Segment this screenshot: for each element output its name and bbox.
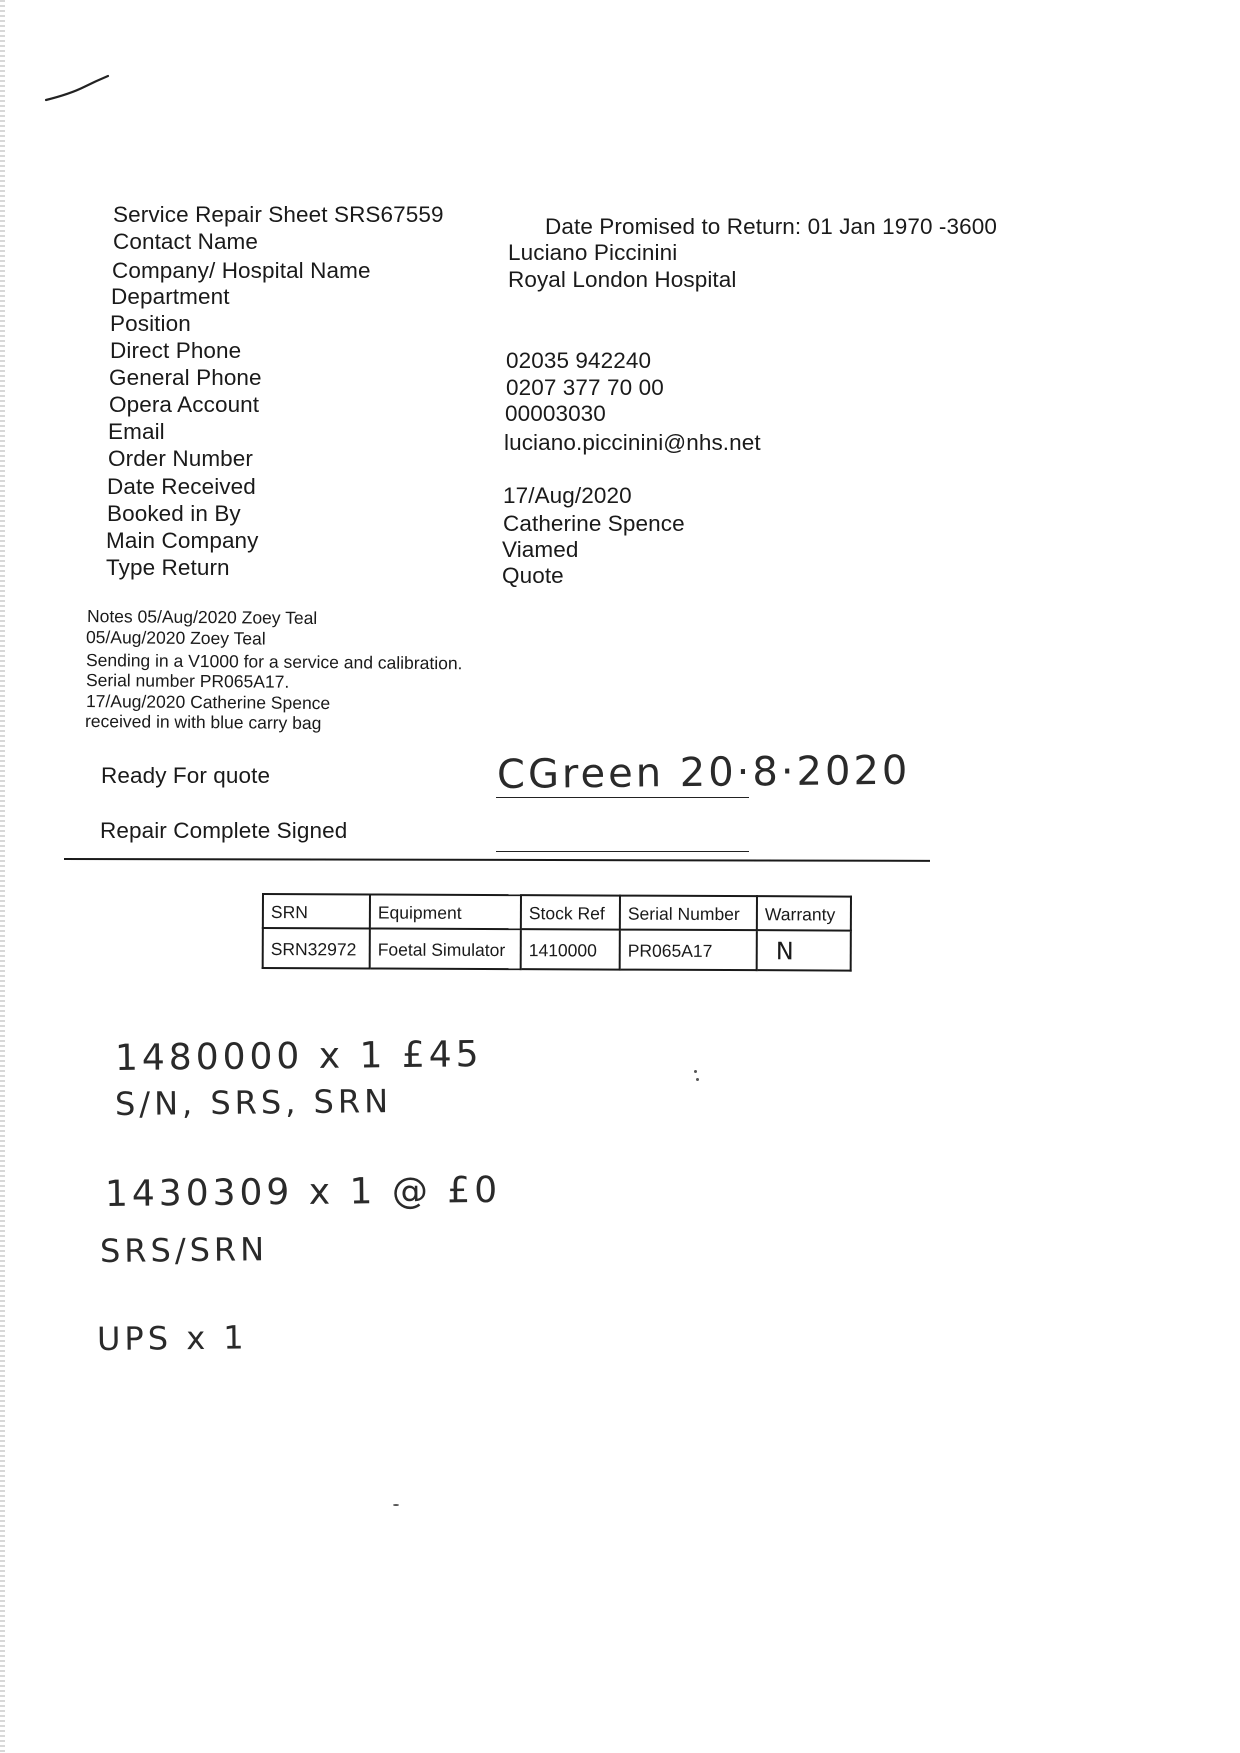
equipment-table [262, 893, 852, 972]
column-header-stock-ref: Stock Ref [521, 895, 620, 929]
ink-speck [696, 1078, 699, 1081]
value-general-phone: 0207 377 70 00 [506, 375, 664, 400]
repair-signature-line [496, 851, 749, 852]
value-main-company: Viamed [502, 537, 579, 562]
value-company: Royal London Hospital [508, 267, 737, 292]
date-promised: Date Promised to Return: 01 Jan 1970 -3600 [545, 214, 997, 239]
label-booked-in-by: Booked in By [107, 501, 241, 526]
ready-signature-line [496, 797, 749, 798]
table-header-row [263, 894, 851, 931]
ink-speck [694, 1070, 697, 1073]
check-mark-icon [40, 72, 120, 112]
ink-speck [393, 1504, 399, 1506]
label-email: Email [108, 419, 165, 444]
note-line: Serial number PR065A17. [85, 670, 290, 692]
column-header-warranty: Warranty [757, 896, 851, 930]
label-company: Company/ Hospital Name [112, 258, 371, 283]
ready-for-quote-label: Ready For quote [101, 763, 271, 788]
note-line: Sending in a V1000 for a service and calibration. [85, 650, 463, 674]
value-date-received: 17/Aug/2020 [503, 483, 632, 508]
handwritten-note: 1430309 x 1 @ £0 [104, 1169, 502, 1215]
repair-complete-label: Repair Complete Signed [100, 818, 348, 843]
label-type-return: Type Return [106, 555, 230, 580]
value-direct-phone: 02035 942240 [506, 348, 652, 373]
handwritten-note: SRS/SRN [99, 1230, 269, 1270]
note-line: received in with blue carry bag [84, 711, 322, 734]
sheet-title: Service Repair Sheet SRS67559 [113, 202, 444, 227]
handwritten-note: 1480000 x 1 £45 [114, 1034, 483, 1079]
note-line: 05/Aug/2020 Zoey Teal [85, 627, 266, 649]
value-contact-name: Luciano Piccinini [508, 240, 678, 265]
column-header-srn: SRN [263, 894, 370, 928]
label-position: Position [110, 311, 191, 336]
ready-signature: CGreen 20·8·2020 [496, 747, 911, 798]
label-date-received: Date Received [107, 474, 256, 499]
value-type-return: Quote [502, 563, 564, 588]
cell-warranty: N [757, 930, 851, 970]
handwritten-note: S/N, SRS, SRN [114, 1082, 393, 1123]
label-department: Department [111, 284, 230, 309]
value-email: luciano.piccinini@nhs.net [504, 430, 761, 455]
column-header-equipment: Equipment [370, 894, 521, 929]
section-divider [64, 858, 930, 862]
note-line: 17/Aug/2020 Catherine Spence [85, 691, 331, 714]
scan-edge [0, 0, 5, 1753]
cell-equipment: Foetal Simulator [370, 928, 521, 969]
value-opera-account: 00003030 [505, 401, 606, 426]
value-booked-in-by: Catherine Spence [503, 511, 685, 536]
label-main-company: Main Company [106, 528, 259, 553]
cell-serial-number: PR065A17 [620, 930, 757, 971]
label-general-phone: General Phone [109, 365, 262, 390]
note-line: Notes 05/Aug/2020 Zoey Teal [86, 606, 318, 629]
table-row [263, 928, 851, 971]
label-direct-phone: Direct Phone [110, 338, 242, 363]
label-contact-name: Contact Name [113, 229, 259, 254]
label-order-number: Order Number [108, 446, 253, 471]
handwritten-note: UPS x 1 [96, 1318, 248, 1358]
cell-stock-ref: 1410000 [521, 929, 620, 969]
column-header-serial-number: Serial Number [620, 896, 757, 931]
cell-srn: SRN32972 [263, 928, 370, 968]
label-opera-account: Opera Account [109, 392, 260, 417]
